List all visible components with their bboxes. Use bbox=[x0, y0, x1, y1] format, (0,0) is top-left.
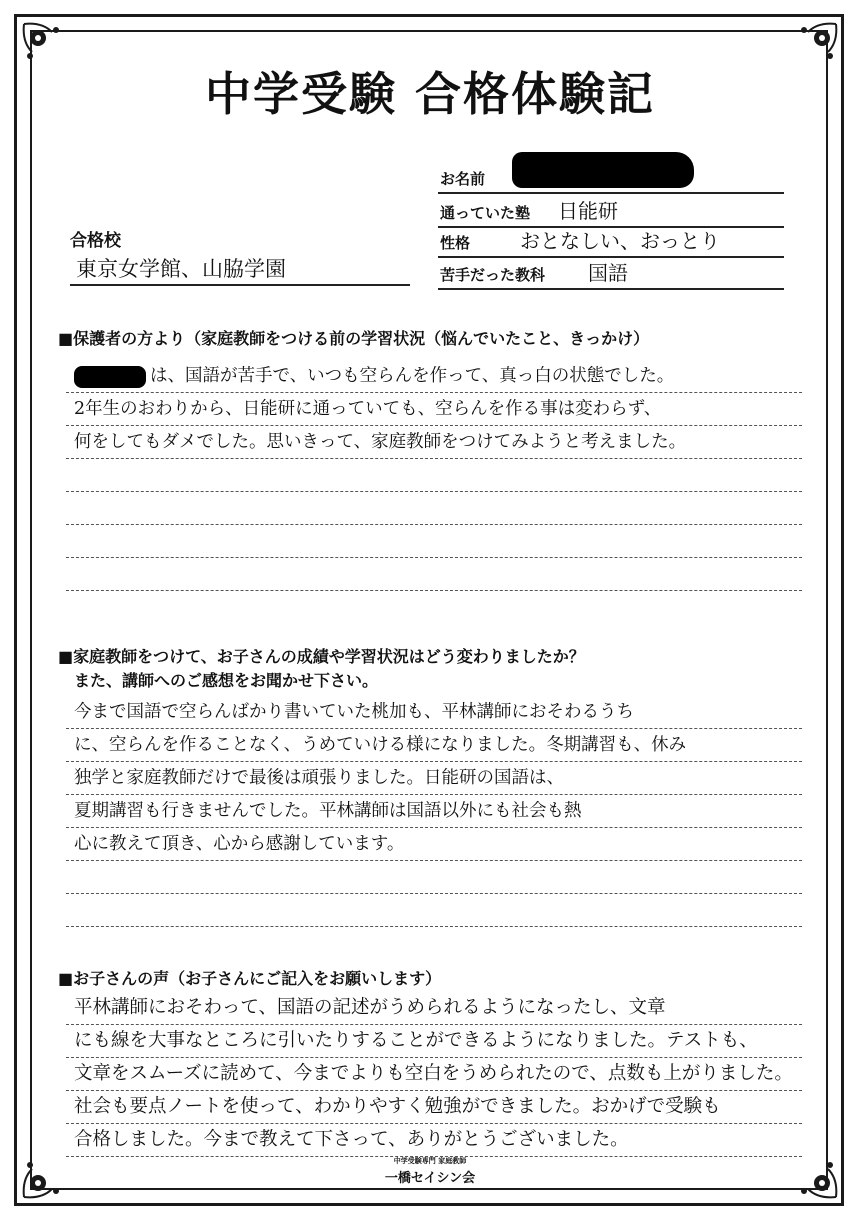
section2-heading: ■家庭教師をつけて、お子さんの成績や学習状況はどう変わりましたか？ bbox=[58, 647, 585, 666]
section2-line: に、空らんを作ることなく、うめていける様になりました。冬期講習も、休み bbox=[66, 729, 802, 762]
personality-row bbox=[438, 226, 784, 258]
section1-line: 2年生のおわりから、日能研に通っていても、空らんを作る事は変わらず、 bbox=[66, 393, 802, 426]
redacted-child-name bbox=[74, 366, 146, 388]
section3-heading: ■お子さんの声（お子さんにご記入をお願いします） bbox=[58, 969, 442, 988]
section3-line: 平林講師におそわって、国語の記述がうめられるようになったし、文章 bbox=[66, 992, 802, 1025]
section2-line bbox=[66, 894, 802, 927]
section2-line bbox=[66, 861, 802, 894]
section1-line bbox=[66, 492, 802, 525]
section3-line: 合格しました。今まで教えて下さって、ありがとうございました。 bbox=[66, 1124, 802, 1157]
personality-value: おとなしい、おっとり bbox=[520, 229, 720, 253]
juku-row bbox=[438, 196, 784, 228]
juku-label: 通っていた塾 bbox=[440, 204, 531, 222]
section1-line: 何をしてもダメでした。思いきって、家庭教師をつけてみようと考えました。 bbox=[66, 426, 802, 459]
page-title: 中学受験 合格体験記 bbox=[204, 67, 655, 121]
personality-label: 性格 bbox=[440, 234, 471, 252]
section3-line: 文章をスムーズに読めて、今までよりも空白をうめられたので、点数も上がりました。 bbox=[66, 1058, 802, 1091]
redacted-name bbox=[512, 152, 694, 188]
section2-line: 独学と家庭教師だけで最後は頑張りました。日能研の国語は、 bbox=[66, 762, 802, 795]
section3-lines bbox=[66, 992, 802, 1157]
section1-line bbox=[66, 459, 802, 492]
section1-line: は、国語が苦手で、いつも空らんを作って、真っ白の状態でした。 bbox=[66, 360, 802, 393]
juku-value: 日能研 bbox=[558, 199, 618, 223]
section2-line: 心に教えて頂き、心から感謝しています。 bbox=[66, 828, 802, 861]
section1-line bbox=[66, 558, 802, 591]
weak-subject-label: 苦手だった教科 bbox=[440, 266, 546, 284]
section3-line: にも線を大事なところに引いたりすることができるようになりました。テストも、 bbox=[66, 1025, 802, 1058]
section3-line: 社会も要点ノートを使って、わかりやすく勉強ができました。おかげで受験も bbox=[66, 1091, 802, 1124]
section1-line bbox=[66, 525, 802, 558]
section2-line: 今まで国語で空らんばかり書いていた桃加も、平林講師におそわるうち bbox=[66, 696, 802, 729]
footer-logo bbox=[0, 1156, 860, 1186]
section2-subheading: また、講師へのご感想をお聞かせ下さい。 bbox=[74, 671, 379, 690]
name-label: お名前 bbox=[440, 170, 486, 188]
school-label: 合格校 bbox=[70, 231, 121, 251]
section2-lines bbox=[66, 696, 802, 927]
weak-subject-value: 国語 bbox=[588, 261, 628, 285]
section2-line: 夏期講習も行きませんでした。平林講師は国語以外にも社会も熱 bbox=[66, 795, 802, 828]
section1-lines bbox=[66, 360, 802, 591]
section1-heading: ■保護者の方より（家庭教師をつける前の学習状況（悩んでいたこと、きっかけ） bbox=[58, 329, 650, 348]
school-value: 東京女学館、山脇学園 bbox=[70, 252, 410, 286]
weak-subject-row bbox=[438, 258, 784, 290]
footer-brand: 一橋セイシン会 bbox=[384, 1171, 476, 1186]
footer-tagline: 中学受験専門 家庭教師 bbox=[393, 1157, 467, 1165]
